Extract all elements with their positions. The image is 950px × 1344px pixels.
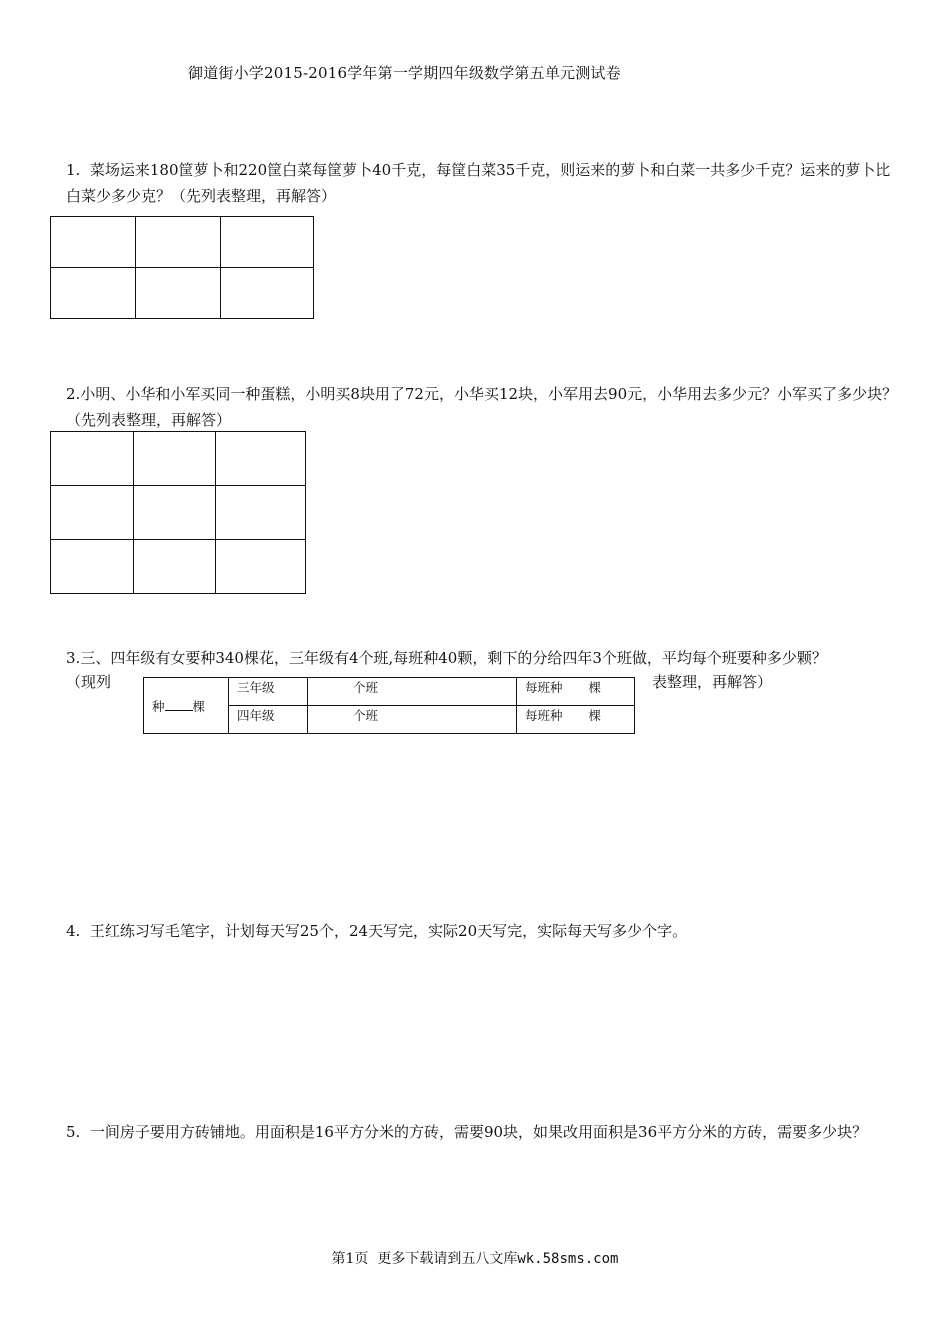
- question-number: 1.: [66, 161, 81, 179]
- table-cell[interactable]: [221, 217, 314, 268]
- question-text: 菜场运来180筐萝卜和220筐白菜每筐萝卜40千克，每筐白菜35千克，则运来的萝卜和白菜一共多少千克？运来的萝卜比白菜少多少克？（先列表整理，再解答）: [66, 161, 891, 205]
- q1-answer-table: [50, 216, 314, 319]
- total-cell: [144, 678, 229, 734]
- per-unit: 棵: [588, 708, 602, 723]
- page-title: 御道街小学2015-2016学年第一学期四年级数学第五单元测试卷: [188, 64, 621, 82]
- table-cell[interactable]: [136, 268, 221, 319]
- classes-cell[interactable]: 个班: [308, 678, 517, 706]
- classes-cell[interactable]: 个班: [308, 706, 517, 734]
- question-text: 三、四年级有女要种340棵花，三年级有4个班,每班种40颗，剩下的分给四年3个班做，平均每个班要种多少颗？: [80, 649, 827, 667]
- q2-answer-table: [50, 431, 306, 594]
- question-4: [66, 918, 898, 944]
- total-label: 种: [152, 698, 165, 714]
- question-number: 5.: [66, 1123, 81, 1141]
- page-number: 第1页: [331, 1251, 369, 1267]
- per-label: 每班种: [525, 708, 563, 723]
- table-cell[interactable]: [51, 217, 136, 268]
- q3-prefix: （现列: [66, 673, 112, 691]
- table-cell[interactable]: [136, 217, 221, 268]
- page-footer: [0, 1248, 950, 1268]
- question-2: [66, 381, 898, 433]
- question-text: 一间房子要用方砖铺地。用面积是16平方分米的方砖，需要90块，如果改用面积是36平方分米的方砖，需要多少块？: [89, 1123, 868, 1141]
- per-label: 每班种: [525, 680, 563, 695]
- site-link[interactable]: wk.58sms.com: [517, 1251, 619, 1267]
- table-cell[interactable]: [216, 486, 306, 540]
- q3-suffix: 表整理，再解答）: [652, 673, 773, 691]
- table-cell[interactable]: [51, 540, 134, 594]
- per-class-cell[interactable]: [517, 706, 635, 734]
- question-number: 2.: [66, 385, 81, 403]
- table-cell[interactable]: [216, 432, 306, 486]
- table-cell[interactable]: [134, 432, 216, 486]
- table-cell[interactable]: [134, 486, 216, 540]
- question-text: 小明、小华和小军买同一种蛋糕，小明买8块用了72元，小华买12块，小军用去90元，小华用去多少元？小军买了多少块？（先列表整理，再解答）: [66, 385, 898, 429]
- table-cell[interactable]: [51, 432, 134, 486]
- table-cell[interactable]: [216, 540, 306, 594]
- blank-line[interactable]: [165, 698, 193, 711]
- question-3: [66, 645, 898, 671]
- per-class-cell[interactable]: [517, 678, 635, 706]
- question-number: 3.: [66, 649, 81, 667]
- per-unit: 棵: [588, 680, 602, 695]
- q3-summary-table: [143, 677, 635, 734]
- grade-cell: 三年级: [229, 678, 308, 706]
- grade-cell: 四年级: [229, 706, 308, 734]
- table-cell[interactable]: [221, 268, 314, 319]
- table-cell[interactable]: [134, 540, 216, 594]
- table-cell[interactable]: [51, 486, 134, 540]
- table-cell[interactable]: [51, 268, 136, 319]
- download-note: 更多下载请到五八文库: [377, 1251, 518, 1267]
- question-text: 王红练习写毛笔字，计划每天写25个，24天写完，实际20天写完，实际每天写多少个字。: [89, 922, 688, 940]
- total-unit: 棵: [192, 698, 206, 714]
- question-1: [66, 157, 898, 209]
- question-number: 4.: [66, 922, 81, 940]
- question-5: [66, 1119, 898, 1145]
